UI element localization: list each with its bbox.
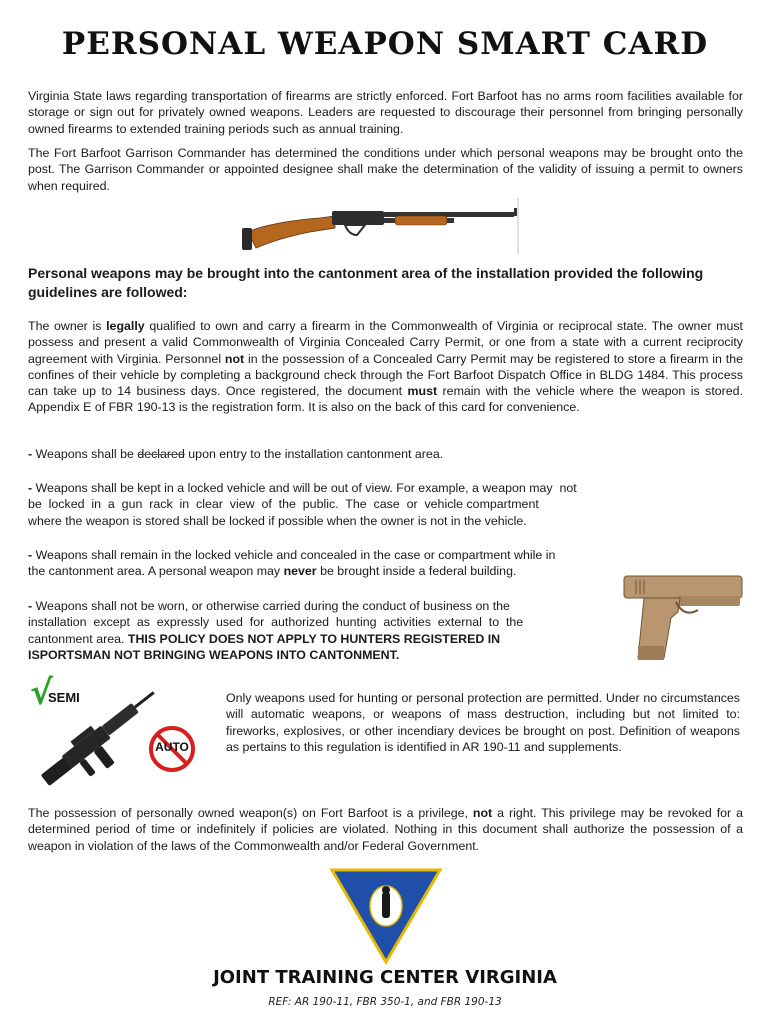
bullet-remain: - Weapons shall remain in the locked vehicle and concealed in the case or compartment while in the cantonment area. A personal weapon may never be brought inside a federal building. (28, 548, 556, 579)
page-title: PERSONAL WEAPON SMART CARD (61, 26, 709, 62)
bullet-declared: - Weapons shall be declared upon entry to the installation cantonment area. (28, 447, 444, 461)
bullet-worn: - Weapons shall not be worn, or otherwise carried during the conduct of business on the installation except as expressly used for authorized hunting activities external to the cantonment area. THIS POLICY DOES NOT APPLY TO HUNTERS REGISTERED IN ISPORTSMAN NOT BRINGING WEAPONS INTO CANTONMENT. (28, 599, 524, 662)
shotgun-image (240, 198, 530, 254)
guidelines-heading: Personal weapons may be brought into the cantonment area of the installation provided the following guidelines are followed: (28, 265, 704, 300)
rifle-image (30, 684, 160, 784)
bullet-locked: - Weapons shall be kept in a locked vehicle and will be out of view. For example, a weapon may not be locked in a gun rack in clear view of the public. The case or vehicle compartment where the weapon is stored shall be locked if possible when the owner is not in the vehicle. (28, 481, 577, 528)
privilege-paragraph: The possession of personally owned weapon(s) on Fort Barfoot is a privilege, not a right. This privilege may be revoked for a determined period of time or indefinitely if policies are violated. Nothing in this document shall authorize the possession of a weapon in violation of the laws of the Commonwealth and/or Federal Government. (28, 806, 743, 853)
footer-reference: REF: AR 190-11, FBR 350-1, and FBR 190-13 (268, 996, 502, 1008)
intro-paragraph: Virginia State laws regarding transportation of firearms are strictly enforced. Fort Barfoot has no arms room facilities available for storage or sign out for privately owned weapons. Leaders are requested to discourage their personnel from bringing personally owned firearms to extended training periods such as annual training. (28, 89, 743, 136)
jtc-insignia (330, 868, 442, 964)
semi-label: SEMI (48, 690, 80, 705)
owner-paragraph: The owner is legally qualified to own and carry a firearm in the Commonwealth of Virginia or reciprocal state. The owner must possess and present a valid Commonwealth of Virginia Concealed Carry Permit, or one from a state with a current reciprocity agreement with Virginia. Personnel not in the possession of a Concealed Carry Permit may be registered to store a firearm in the confines of their vehicle by completing a background check through the Fort Barfoot Dispatch Office in BLDG 1484. This process can take up to 14 business days. Once registered, the document must remain with the vehicle where the weapon is stored. Appendix E of FBR 190-13 is the registration form. It is also on the back of this card for convenience. (28, 319, 744, 415)
check-icon: √ (30, 673, 53, 713)
commander-paragraph: The Fort Barfoot Garrison Commander has determined the conditions under which personal weapons may be brought onto the post. The Garrison Commander or appointed designee shall make the determination of the validity of issuing a permit to owners when required. (28, 146, 743, 193)
pistol-image (616, 572, 746, 662)
hunting-paragraph: Only weapons used for hunting or personal protection are permitted. Under no circumstances will automatic weapons, or weapons of mass destruction, including but not limited to: fireworks, explosives, or other incendiary devices be brought on post. Definition of weapons as pertains to this regulation is identified in AR 190-11 and supplements. (226, 691, 740, 754)
auto-label: AUTO (155, 740, 189, 754)
footer-title: JOINT TRAINING CENTER VIRGINIA (213, 967, 557, 988)
